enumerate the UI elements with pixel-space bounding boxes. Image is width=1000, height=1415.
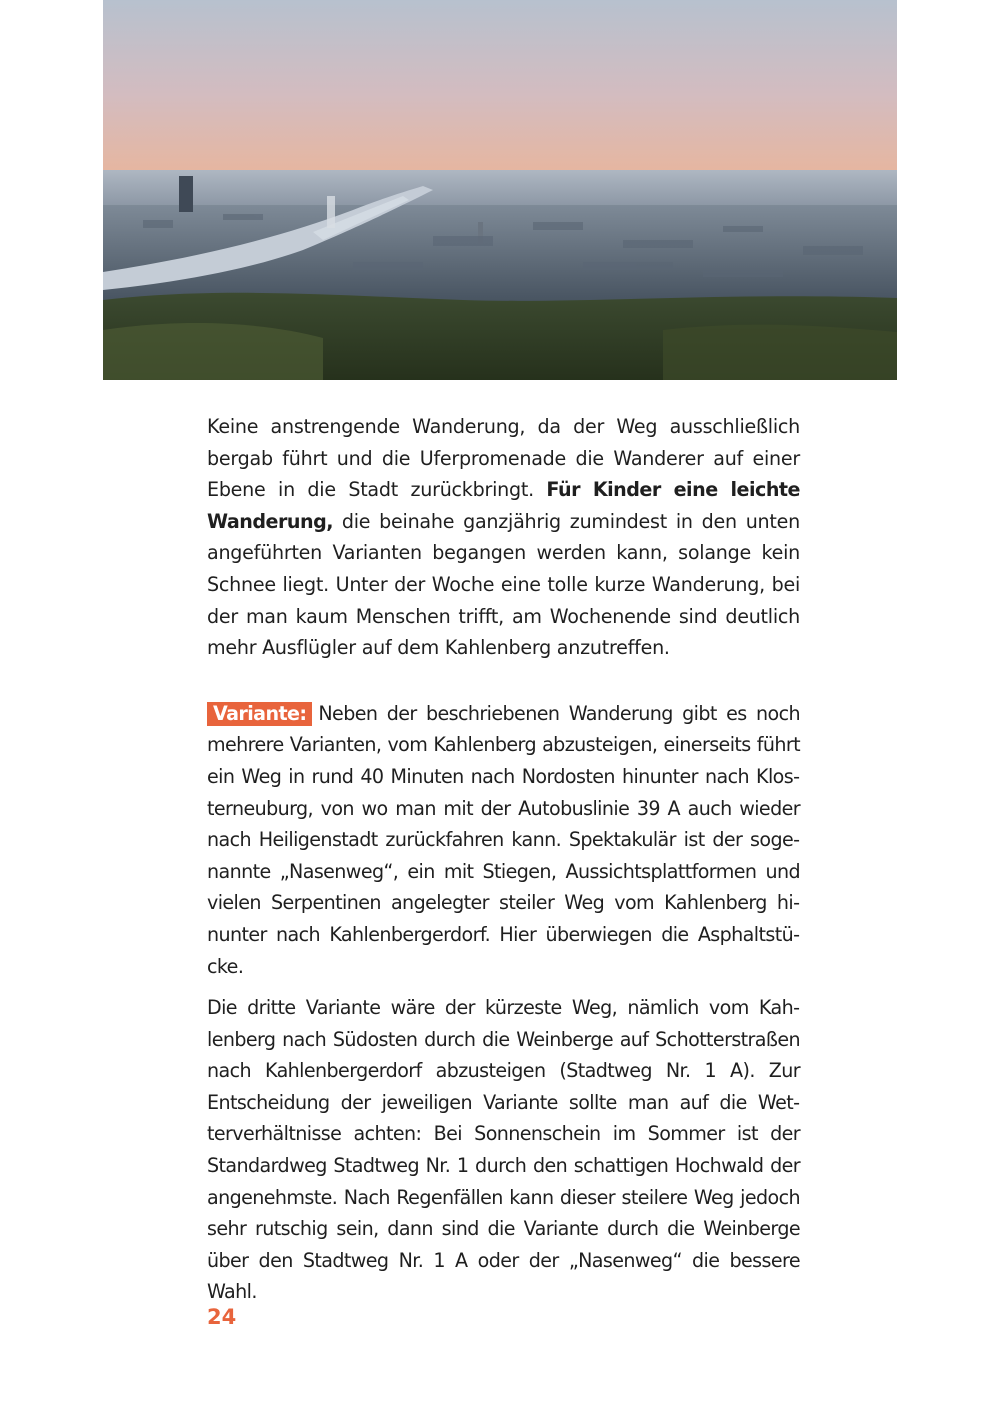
intro-text-start: Keine anstrengende Wanderung, da der Weg ausschließlich bergab führt und die Uferpromenade die Wanderer auf einer Ebene in die Stadt zurückbringt. [207, 415, 800, 502]
page-number: 24 [207, 1305, 237, 1329]
paragraph-intro [207, 411, 800, 664]
variante-label: Variante: [207, 702, 312, 726]
variante-text: Neben der beschriebenen Wanderung gibt es noch mehrere Varianten, vom Kahlenberg abzusteigen, einerseits führt ein Weg in rund 40 Minuten nach Nordosten hinunter nach Klosterneuburg, von wo man mit der Autobuslinie 39 A auch wieder nach Heiligenstadt zurückfahren kann. Spektakulär ist der sogenannte „Nasenweg“, ein mit Stiegen, Aussichtsplattformen und vielen Serpentinen angelegter steiler Weg vom Kahlenberg hinunter nach Kahlenbergerdorf. Hier überwiegen die Asphaltstücke. [207, 701, 800, 978]
intro-text-end: die beinahe ganzjährig zumindest in den unten angeführten Varianten begangen werden kann, solange kein Schnee liegt. Unter der Woche eine tolle kurze Wanderung, bei der man kaum Menschen trifft, am Wochenende sind deutlich mehr Ausflügler auf dem Kahlenberg anzutreffen. [207, 509, 800, 660]
paragraph-variante [207, 698, 800, 982]
intro-bold-highlight: Für Kinder eine leichte Wanderung, [207, 478, 800, 533]
paragraph-third-variant [207, 992, 800, 1308]
body-text [207, 411, 800, 1308]
city-panorama-photo [103, 0, 897, 380]
third-variant-text: Die dritte Variante wäre der kürzeste Weg, nämlich vom Kahlenberg nach Südosten durch die Weinberge auf Schotterstraßen nach Kahlenbergerdorf abzusteigen (Stadtweg Nr. 1 A). Zur Entscheidung der jeweiligen Variante sollte man auf die Wetterverhältnisse achten: Bei Sonnenschein im Sommer ist der Standardweg Stadtweg Nr. 1 durch den schattigen Hochwald der angenehmste. Nach Regenfällen kann dieser steilere Weg jedoch sehr rutschig sein, dann sind die Variante durch die Weinberge über den Stadtweg Nr. 1 A oder der „Nasenweg“ die bessere Wahl. [207, 996, 800, 1304]
